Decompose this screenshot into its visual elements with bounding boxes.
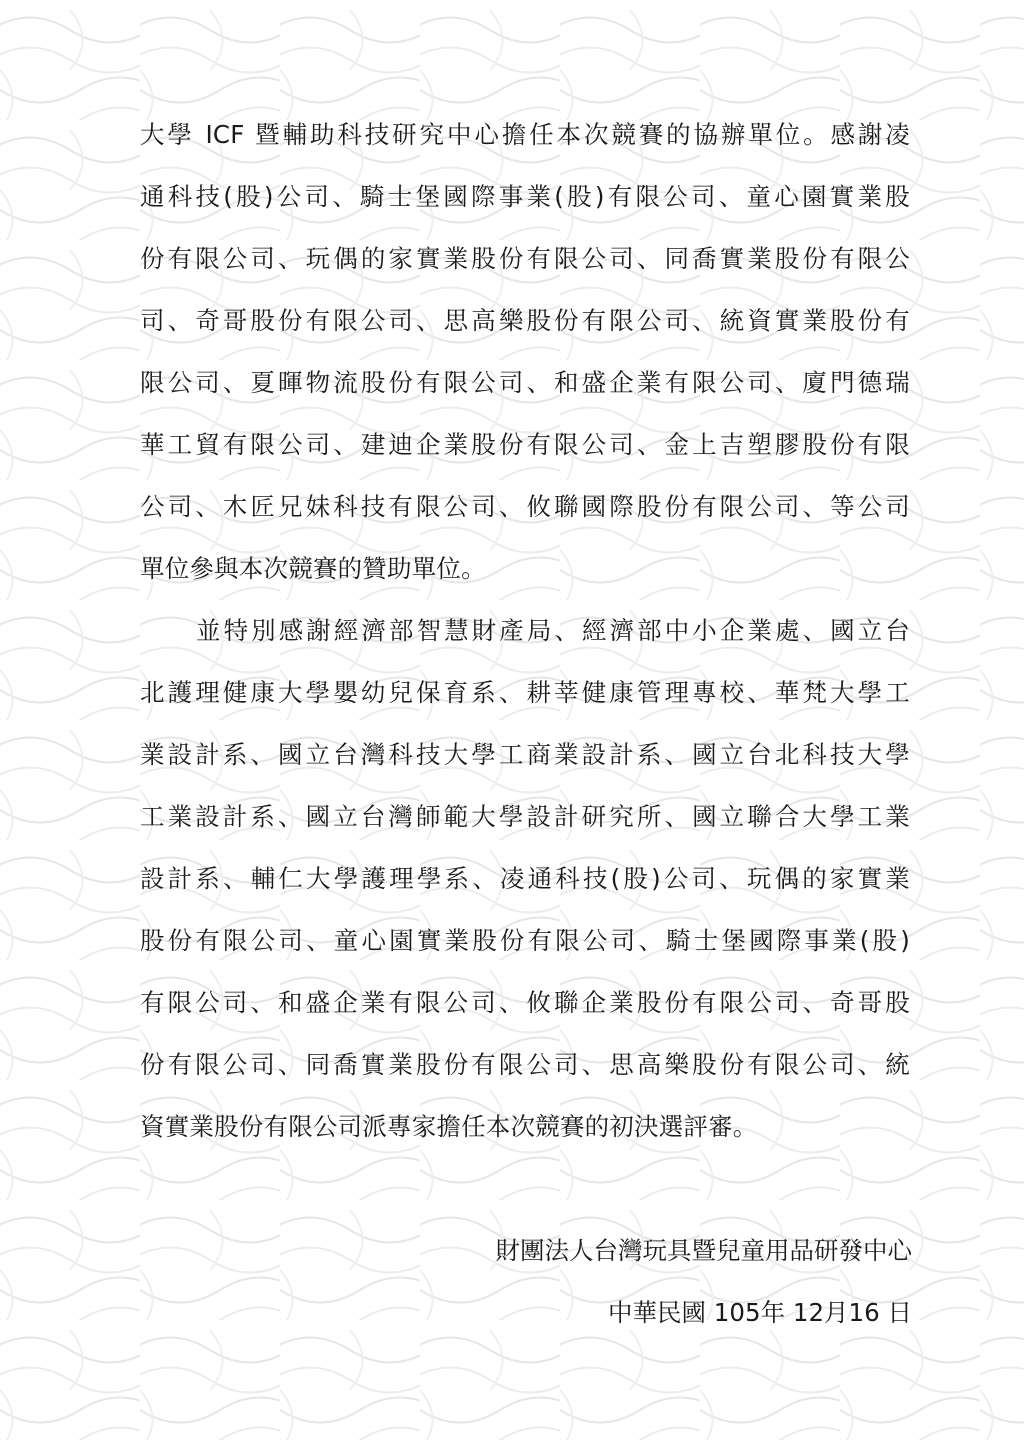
paragraph-line: 大學 ICF 暨輔助科技研究中心擔任本次競賽的協辦單位。感謝凌 — [140, 120, 910, 149]
signature-date: 中華民國 105年 12月16 日 — [608, 1298, 912, 1327]
paragraph-line: 資實業股份有限公司派專家擔任本次競賽的初決選評審。 — [140, 1112, 758, 1141]
paragraph-line: 工業設計系、國立台灣師範大學設計研究所、國立聯合大學工業 — [140, 802, 910, 831]
paragraph-line: 北護理健康大學嬰幼兒保育系、耕莘健康管理專校、華梵大學工 — [140, 678, 910, 707]
paragraph-line: 華工貿有限公司、建迪企業股份有限公司、金上吉塑膠股份有限 — [140, 430, 910, 459]
paragraph-line: 公司、木匠兄妹科技有限公司、攸聯國際股份有限公司、等公司 — [140, 492, 910, 521]
paragraph-line: 司、奇哥股份有限公司、思高樂股份有限公司、統資實業股份有 — [140, 306, 910, 335]
paragraph-line: 限公司、夏暉物流股份有限公司、和盛企業有限公司、廈門德瑞 — [140, 368, 910, 397]
paragraph-line: 單位參與本次競賽的贊助單位。 — [140, 554, 486, 583]
paragraph-line: 有限公司、和盛企業有限公司、攸聯企業股份有限公司、奇哥股 — [140, 988, 910, 1017]
paragraph-line: 並特別感謝經濟部智慧財產局、經濟部中小企業處、國立台 — [196, 616, 910, 645]
paragraph-line: 份有限公司、玩偶的家實業股份有限公司、同喬實業股份有限公 — [140, 244, 910, 273]
paragraph-line: 通科技(股)公司、騎士堡國際事業(股)有限公司、童心園實業股 — [140, 182, 910, 211]
paragraph-line: 設計系、輔仁大學護理學系、凌通科技(股)公司、玩偶的家實業 — [140, 864, 910, 893]
paragraph-line: 業設計系、國立台灣科技大學工商業設計系、國立台北科技大學 — [140, 740, 910, 769]
signature-organization: 財團法人台灣玩具暨兒童用品研發中心 — [495, 1236, 912, 1265]
paragraph-line: 股份有限公司、童心園實業股份有限公司、騎士堡國際事業(股) — [140, 926, 910, 955]
paragraph-line: 份有限公司、同喬實業股份有限公司、思高樂股份有限公司、統 — [140, 1050, 910, 1079]
